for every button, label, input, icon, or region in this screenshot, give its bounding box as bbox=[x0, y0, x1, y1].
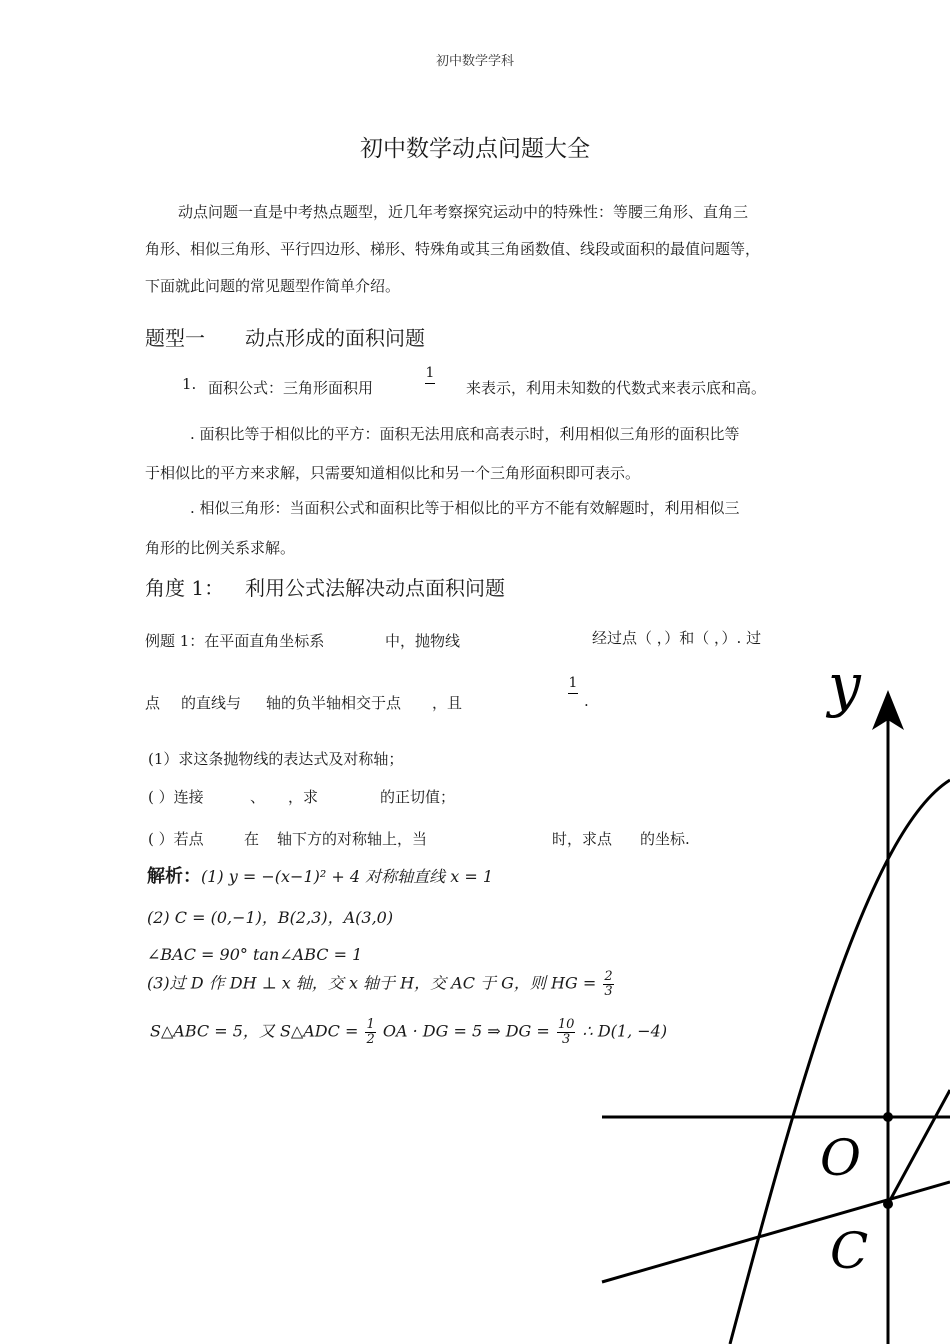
example-line-2-c: 轴的负半轴相交于点 bbox=[266, 694, 402, 712]
solution-line-3: ∠BAC = 90° tan∠ABC = 1 bbox=[147, 945, 363, 964]
point-3-line-2: 角形的比例关系求解。 bbox=[145, 539, 296, 557]
solution-text-4: (3)过 D 作 DH ⊥ x 轴，交 x 轴于 H，交 AC 于 G，则 HG = bbox=[147, 973, 597, 993]
solution-line-2: (2) C = (0,−1)，B(2,3)，A(3,0) bbox=[147, 908, 394, 927]
example-line-2-end: . bbox=[584, 692, 589, 710]
example-line-1-c: 经过点（ ，）和（ ，）. 过 bbox=[592, 629, 762, 647]
document-title: 初中数学动点问题大全 bbox=[360, 136, 590, 162]
fraction-numerator: 1 bbox=[366, 1017, 375, 1032]
intro-line-3: 下面就此问题的常见题型作简单介绍。 bbox=[145, 277, 401, 295]
y-axis-label: y bbox=[828, 651, 861, 719]
example-line-2-a: 点 bbox=[145, 694, 161, 712]
example-line-2-d: ，且 bbox=[432, 694, 463, 712]
point-1-number: 1. bbox=[182, 375, 197, 393]
intro-line-1: 动点问题一直是中考热点题型，近几年考察探究运动中的特殊性：等腰三角形、直角三 bbox=[178, 203, 749, 221]
intro-line-2: 角形、相似三角形、平行四边形、梯形、特殊角或其三角函数值、线段或面积的最值问题等， bbox=[145, 240, 761, 258]
fraction-denominator: 3 bbox=[604, 983, 613, 999]
question-2-d: 的正切值； bbox=[380, 788, 456, 806]
solution-text-5b: OA · DG = 5 ⇒ DG = bbox=[382, 1021, 550, 1041]
question-3-b: 在 bbox=[244, 830, 260, 848]
point-3-line-1: . 相似三角形：当面积公式和面积比等于相似比的平方不能有效解题时，利用相似三 bbox=[190, 499, 740, 517]
point-1-text-a: 面积公式：三角形面积用 bbox=[208, 379, 374, 397]
origin-point bbox=[883, 1112, 893, 1122]
example-line-1-b: 中，抛物线 bbox=[385, 632, 461, 650]
line-ca bbox=[888, 1090, 950, 1204]
section-title: 动点形成的面积问题 bbox=[245, 326, 425, 350]
section-label: 题型一 bbox=[145, 326, 205, 350]
point-1-text-b: 来表示，利用未知数的代数式来表示底和高。 bbox=[466, 379, 767, 397]
question-1: (1）求这条抛物线的表达式及对称轴； bbox=[148, 750, 404, 768]
fraction-numerator: 1 bbox=[568, 675, 578, 691]
fraction-numerator: 10 bbox=[557, 1017, 575, 1032]
point-c-label: C bbox=[830, 1222, 869, 1280]
line-through-c bbox=[602, 1182, 950, 1282]
solution-label: 解析： bbox=[147, 866, 201, 887]
point-c bbox=[883, 1199, 893, 1209]
fraction-numerator: 1 bbox=[425, 365, 435, 381]
page-header: 初中数学学科 bbox=[435, 54, 514, 69]
origin-label: O bbox=[820, 1129, 861, 1187]
example-line-2-b: 的直线与 bbox=[181, 694, 242, 712]
solution-text-1: (1) y = −(x−1)² + 4 对称轴直线 x = 1 bbox=[201, 867, 493, 886]
solution-text-5a: S△ABC = 5，又 S△ADC = bbox=[150, 1021, 359, 1041]
question-3-e: 的坐标. bbox=[640, 830, 690, 848]
example-line-1-a: 例题 1：在平面直角坐标系 bbox=[145, 632, 325, 650]
fraction-denominator: 2 bbox=[366, 1031, 375, 1047]
question-2-b: 、 bbox=[250, 788, 266, 806]
angle-title: 利用公式法解决动点面积问题 bbox=[245, 576, 505, 600]
question-3-a: ( ）若点 bbox=[148, 830, 204, 848]
question-3-c: 轴下方的对称轴上，当 bbox=[277, 830, 428, 848]
fraction-numerator: 2 bbox=[604, 969, 613, 984]
solution-text-5c: ∴ D(1, −4) bbox=[582, 1021, 668, 1041]
question-2-a: ( ）连接 bbox=[148, 788, 204, 806]
question-3-d: 时，求点 bbox=[552, 830, 613, 848]
fraction-denominator: 3 bbox=[562, 1031, 571, 1047]
angle-label: 角度 1： bbox=[145, 576, 225, 600]
point-2-line-2: 于相似比的平方来求解，只需要知道相似比和另一个三角形面积即可表示。 bbox=[145, 464, 641, 482]
point-2-line-1: . 面积比等于相似比的平方：面积无法用底和高表示时，利用相似三角形的面积比等 bbox=[190, 425, 740, 443]
question-2-c: ，求 bbox=[288, 788, 319, 806]
